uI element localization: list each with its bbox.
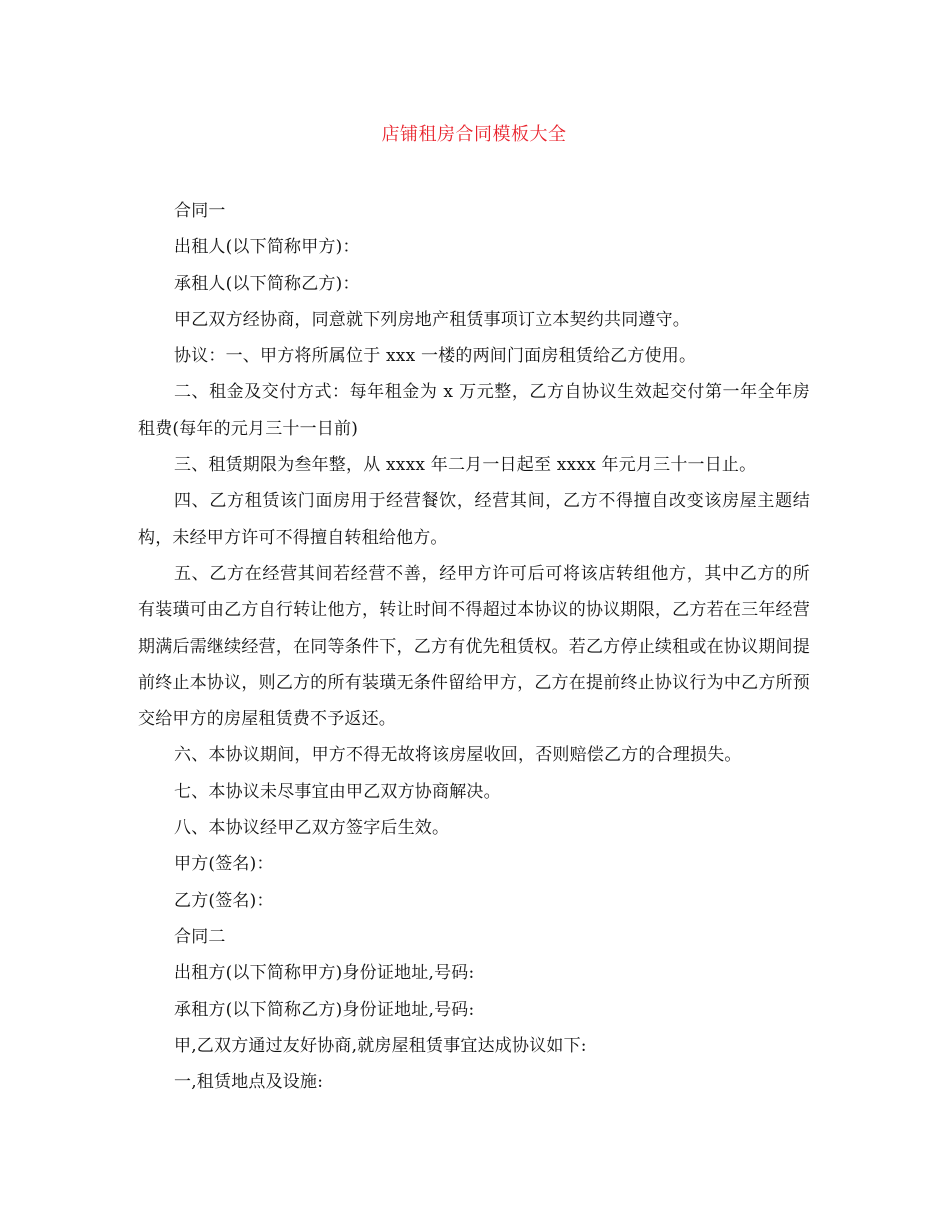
- paragraph: 八、本协议经甲乙双方签字后生效。: [174, 818, 450, 839]
- document-body: [138, 193, 810, 1100]
- paragraph: 甲乙双方经协商，同意就下列房地产租赁事项订立本契约共同遵守。: [174, 309, 690, 330]
- paragraph: 合同二: [174, 926, 226, 947]
- paragraph: 承租方(以下简称乙方)身份证地址,号码:: [174, 999, 475, 1020]
- paragraph: 出租方(以下简称甲方)身份证地址,号码:: [174, 963, 475, 984]
- paragraph: 四、乙方租赁该门面房用于经营餐饮，经营其间，乙方不得擅自改变该房屋主题结构，未经甲方许可不得擅自转租给他方。: [138, 491, 810, 548]
- paragraph: 七、本协议未尽事宜由甲乙双方协商解决。: [174, 781, 501, 802]
- paragraph: 出租人(以下简称甲方)：: [174, 237, 360, 258]
- paragraph: 合同一: [174, 201, 226, 221]
- paragraph: 承租人(以下简称乙方)：: [174, 273, 360, 294]
- paragraph: 五、乙方在经营其间若经营不善，经甲方许可后可将该店转组他方，其中乙方的所有装璜可由乙方自行转让他方，转让时间不得超过本协议的协议期限，乙方若在三年经营期满后需继续经营，在同等条件下，乙方有优先租赁权。若乙方停止续租或在协议期间提前终止本协议，则乙方的所有装璜无条件留给甲方，乙方在提前终止协议行为中乙方所预交给甲方的房屋租赁费不予返还。: [138, 563, 810, 730]
- paragraph: 甲,乙双方通过友好协商,就房屋租赁事宜达成协议如下:: [174, 1035, 587, 1056]
- paragraph: 协议：一、甲方将所属位于 xxx 一楼的两间门面房租赁给乙方使用。: [174, 346, 697, 367]
- paragraph: 一,租赁地点及设施:: [174, 1072, 324, 1093]
- paragraph: 二、租金及交付方式：每年租金为 x 万元整，乙方自协议生效起交付第一年全年房租费(每年的元月三十一日前): [138, 382, 810, 439]
- paragraph: 六、本协议期间，甲方不得无故将该房屋收回，否则赔偿乙方的合理损失。: [174, 745, 742, 766]
- paragraph: 甲方(签名)：: [174, 854, 274, 875]
- document-title: 店铺租房合同模板大全: [381, 124, 567, 145]
- paragraph: 三、租赁期限为叁年整，从 xxxx 年二月一日起至 xxxx 年元月三十一日止。: [174, 455, 757, 476]
- paragraph: 乙方(签名)：: [174, 890, 274, 911]
